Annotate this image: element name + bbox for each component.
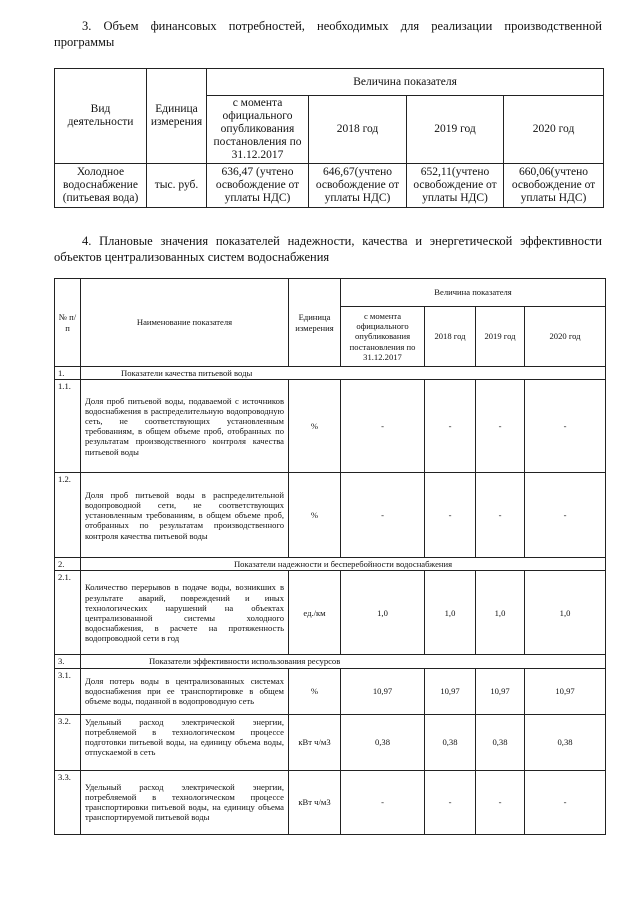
header-value: Величина показателя: [207, 69, 604, 96]
value-cell: -: [341, 770, 425, 834]
table-row: [55, 770, 606, 834]
value-cell: -: [476, 380, 525, 473]
section-row: [55, 367, 606, 380]
table-row: [55, 571, 606, 655]
indicator-name: Доля проб питьевой воды, подаваемой с источников водоснабжения в распределительную водопроводную сеть, не соответствующих установленным требованиям, в общем объеме проб, отобранных по результатам производственного контроля качества питьевой воды: [81, 380, 289, 473]
indicator-name: Удельный расход электрической энергии, потребляемой в технологическом процессе транспортировки питьевой воды, на единицу объема транспортируемой питьевой воды: [81, 770, 289, 834]
value-cell: 0,38: [425, 714, 476, 770]
value-cell: 0,38: [476, 714, 525, 770]
section-row: [55, 558, 606, 571]
value-cell: -: [425, 473, 476, 558]
header-value: Величина показателя: [341, 279, 606, 307]
section-4-heading: 4. Плановые значения показателей надежности, качества и энергетической эффективности объектов централизованных систем водоснабжения: [54, 234, 602, 264]
value-cell: 10,97: [341, 668, 425, 714]
indicator-name: Удельный расход электрической энергии, потребляемой в технологическом процессе подготовки питьевой воды, на единицу объема воды, отпускаемой в сеть: [81, 714, 289, 770]
value-cell: 0,38: [341, 714, 425, 770]
value-cell: -: [525, 380, 606, 473]
table-row: [55, 473, 606, 558]
unit-cell: ед./км: [289, 571, 341, 655]
value-cell: 0,38: [525, 714, 606, 770]
header-name: Наименование показателя: [81, 279, 289, 367]
table-row: [55, 714, 606, 770]
indicator-name: Доля потерь воды в централизованных системах водоснабжения при ее транспортировке в общем объеме воды, поданной в водопроводную сеть: [81, 668, 289, 714]
value-cell: 10,97: [525, 668, 606, 714]
unit-cell: %: [289, 380, 341, 473]
value-cell: -: [425, 770, 476, 834]
indicator-name: Доля проб питьевой воды в распределительной водопроводной сети, не соответствующих установленным требованиям, в общем объеме проб, отобранных по результатам производственного контроля качества питьевой воды: [81, 473, 289, 558]
header-period: 2020 год: [504, 96, 604, 164]
row-num: 1.2.: [55, 473, 81, 558]
value-cell: 660,06(учтено освобождение от уплаты НДС): [504, 164, 604, 208]
table-row: [55, 164, 604, 208]
activity-cell: Холодное водоснабжение (питьевая вода): [55, 164, 147, 208]
group-num: 3.: [55, 655, 81, 668]
table-row: [55, 380, 606, 473]
header-period: 2020 год: [525, 307, 606, 367]
unit-cell: кВт ч/м3: [289, 714, 341, 770]
header-num: № п/п: [55, 279, 81, 367]
row-num: 1.1.: [55, 380, 81, 473]
value-cell: -: [341, 473, 425, 558]
row-num: 3.3.: [55, 770, 81, 834]
value-cell: 1,0: [476, 571, 525, 655]
group-num: 1.: [55, 367, 81, 380]
value-cell: 1,0: [425, 571, 476, 655]
section-row: [55, 655, 606, 668]
value-cell: -: [341, 380, 425, 473]
header-activity: Вид деятельности: [55, 69, 147, 164]
group-title: Показатели надежности и бесперебойности водоснабжения: [81, 558, 606, 571]
value-cell: 636,47 (учтено освобождение от уплаты НДС): [207, 164, 309, 208]
table-row: [55, 668, 606, 714]
group-title: Показатели качества питьевой воды: [81, 367, 606, 380]
row-num: 3.1.: [55, 668, 81, 714]
header-period: с момента официального опубликования постановления по 31.12.2017: [341, 307, 425, 367]
value-cell: -: [425, 380, 476, 473]
unit-cell: тыс. руб.: [147, 164, 207, 208]
row-num: 2.1.: [55, 571, 81, 655]
unit-cell: %: [289, 473, 341, 558]
financial-needs-table: [54, 68, 604, 208]
unit-cell: кВт ч/м3: [289, 770, 341, 834]
value-cell: 1,0: [341, 571, 425, 655]
header-unit: Единица измерения: [147, 69, 207, 164]
value-cell: -: [476, 473, 525, 558]
header-period: 2019 год: [407, 96, 504, 164]
value-cell: -: [476, 770, 525, 834]
indicator-name: Количество перерывов в подаче воды, возникших в результате аварий, повреждений и иных технологических нарушений на объектах централизованной системы холодного водоснабжения, в расчете на протяженность водопроводной сети в год: [81, 571, 289, 655]
header-period: с момента официального опубликования постановления по 31.12.2017: [207, 96, 309, 164]
value-cell: -: [525, 473, 606, 558]
indicators-table: [54, 278, 606, 835]
section-3-heading: 3. Объем финансовых потребностей, необходимых для реализации производственной программы: [54, 19, 602, 49]
group-title: Показатели эффективности использования ресурсов: [81, 655, 606, 668]
unit-cell: %: [289, 668, 341, 714]
value-cell: 652,11(учтено освобождение от уплаты НДС): [407, 164, 504, 208]
row-num: 3.2.: [55, 714, 81, 770]
value-cell: 646,67(учтено освобождение от уплаты НДС): [309, 164, 407, 208]
header-unit: Единица измерения: [289, 279, 341, 367]
value-cell: 10,97: [425, 668, 476, 714]
value-cell: 1,0: [525, 571, 606, 655]
header-period: 2018 год: [425, 307, 476, 367]
value-cell: -: [525, 770, 606, 834]
header-period: 2019 год: [476, 307, 525, 367]
group-num: 2.: [55, 558, 81, 571]
value-cell: 10,97: [476, 668, 525, 714]
header-period: 2018 год: [309, 96, 407, 164]
